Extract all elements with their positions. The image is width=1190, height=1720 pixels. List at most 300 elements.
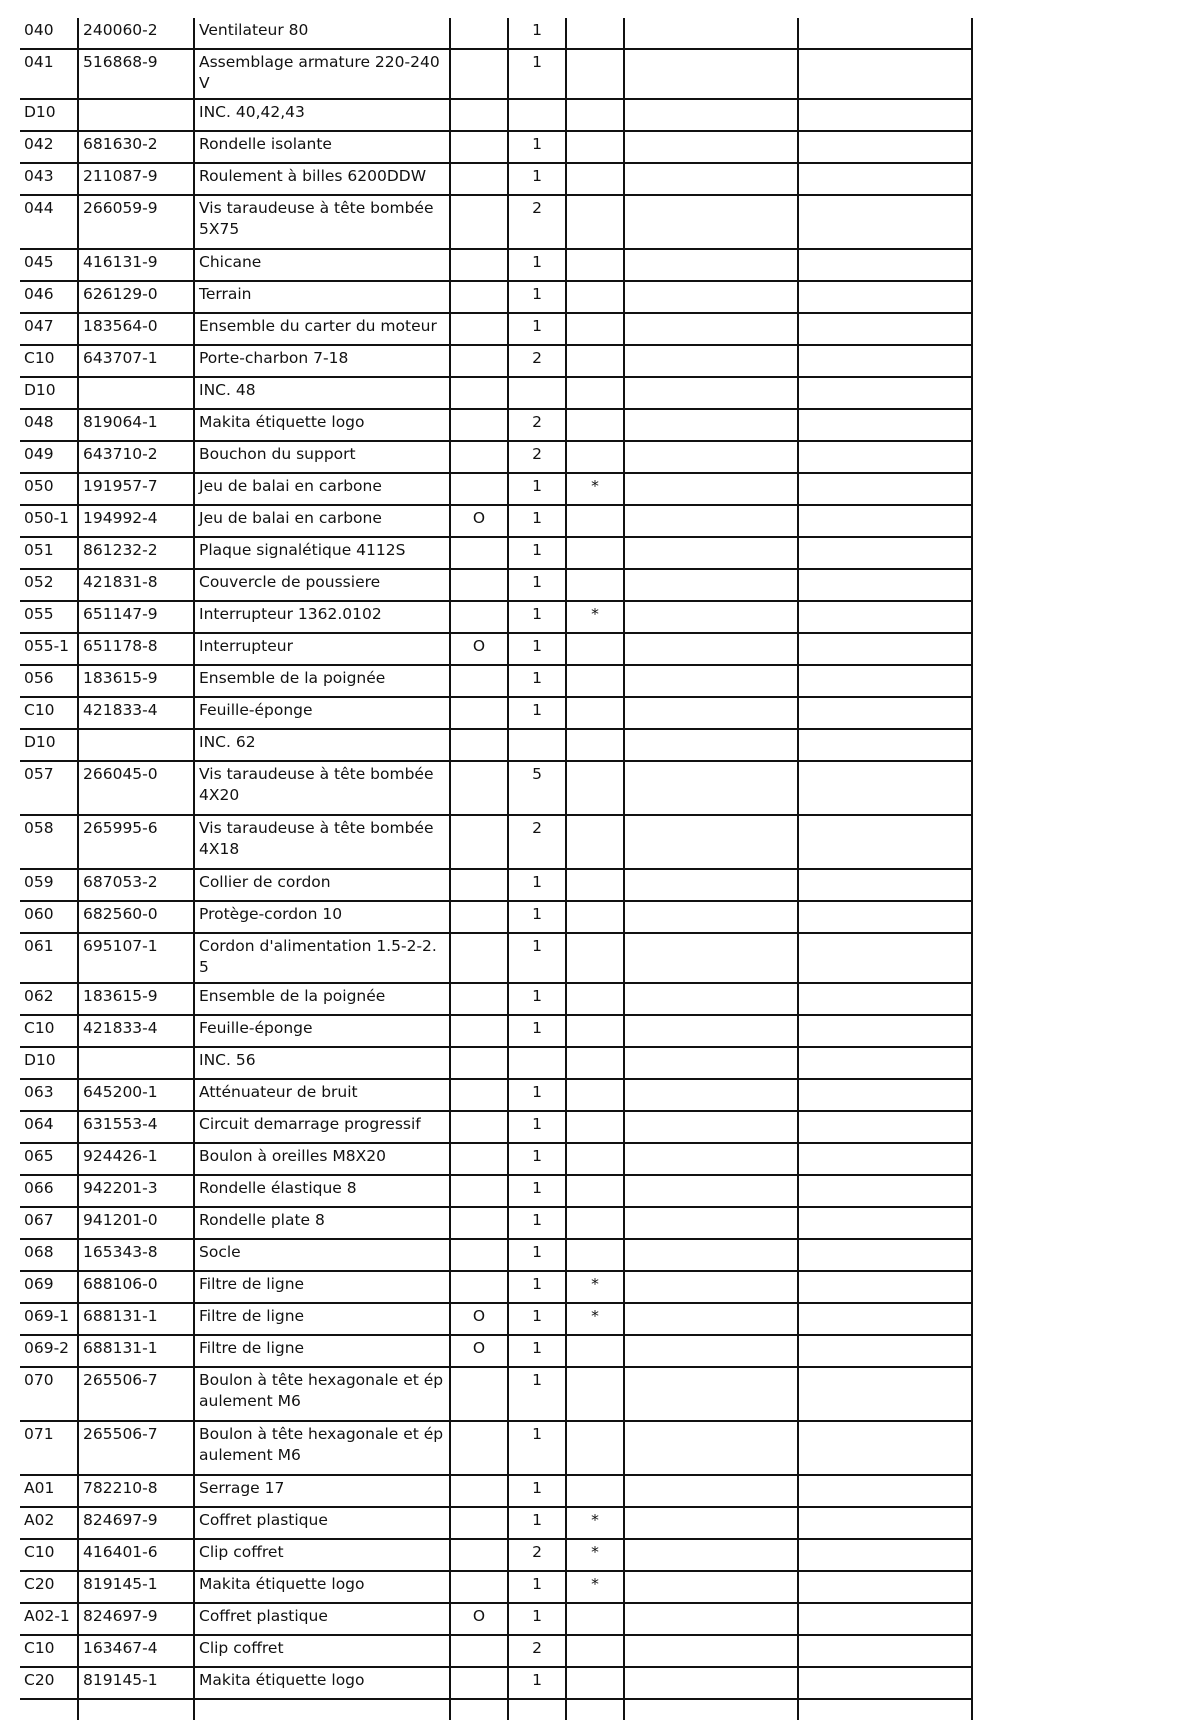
option-cell bbox=[450, 815, 508, 869]
option-cell: O bbox=[450, 1303, 508, 1335]
blank-cell bbox=[624, 1475, 798, 1507]
note-cell: * bbox=[566, 1507, 624, 1539]
description-cell: Coffret plastique bbox=[194, 1603, 450, 1635]
blank-cell bbox=[798, 869, 972, 901]
blank-cell bbox=[798, 665, 972, 697]
table-row bbox=[20, 633, 972, 665]
item-number-cell: 043 bbox=[20, 163, 78, 195]
note-cell bbox=[566, 1335, 624, 1367]
note-cell bbox=[566, 1111, 624, 1143]
note-cell bbox=[566, 933, 624, 983]
item-number-cell: D10 bbox=[20, 729, 78, 761]
part-number-cell: 941201-0 bbox=[78, 1207, 194, 1239]
note-cell bbox=[566, 131, 624, 163]
option-cell bbox=[450, 869, 508, 901]
part-number-cell: 194992-4 bbox=[78, 505, 194, 537]
note-cell bbox=[566, 377, 624, 409]
part-number-cell: 416401-6 bbox=[78, 1539, 194, 1571]
item-number-cell: 041 bbox=[20, 49, 78, 99]
part-number-cell: 165343-8 bbox=[78, 1239, 194, 1271]
note-cell bbox=[566, 901, 624, 933]
description-cell: Serrage 17 bbox=[194, 1475, 450, 1507]
blank-cell bbox=[624, 18, 798, 49]
quantity-cell: 1 bbox=[508, 601, 566, 633]
blank-cell bbox=[798, 901, 972, 933]
part-number-cell: 626129-0 bbox=[78, 281, 194, 313]
table-row bbox=[20, 665, 972, 697]
note-cell bbox=[566, 1079, 624, 1111]
table-row bbox=[20, 815, 972, 869]
blank-cell bbox=[20, 1699, 78, 1720]
option-cell bbox=[450, 1667, 508, 1699]
quantity-cell: 2 bbox=[508, 195, 566, 249]
table-row bbox=[20, 869, 972, 901]
description-cell: Rondelle élastique 8 bbox=[194, 1175, 450, 1207]
table-row bbox=[20, 537, 972, 569]
blank-cell bbox=[798, 281, 972, 313]
table-row bbox=[20, 1475, 972, 1507]
blank-cell bbox=[624, 313, 798, 345]
note-cell bbox=[566, 633, 624, 665]
blank-cell bbox=[624, 1699, 798, 1720]
blank-cell bbox=[798, 473, 972, 505]
blank-cell bbox=[566, 1699, 624, 1720]
table-row bbox=[20, 983, 972, 1015]
part-number-cell: 651178-8 bbox=[78, 633, 194, 665]
blank-cell bbox=[624, 1303, 798, 1335]
quantity-cell: 5 bbox=[508, 761, 566, 815]
blank-cell bbox=[450, 1699, 508, 1720]
table-row bbox=[20, 1239, 972, 1271]
blank-cell bbox=[508, 1699, 566, 1720]
blank-cell bbox=[624, 569, 798, 601]
note-cell: * bbox=[566, 601, 624, 633]
item-number-cell: 059 bbox=[20, 869, 78, 901]
option-cell bbox=[450, 983, 508, 1015]
blank-cell bbox=[624, 815, 798, 869]
quantity-cell bbox=[508, 729, 566, 761]
blank-cell bbox=[624, 377, 798, 409]
quantity-cell: 1 bbox=[508, 1507, 566, 1539]
description-cell: INC. 40,42,43 bbox=[194, 99, 450, 131]
part-number-cell: 688131-1 bbox=[78, 1303, 194, 1335]
part-number-cell: 645200-1 bbox=[78, 1079, 194, 1111]
part-number-cell: 191957-7 bbox=[78, 473, 194, 505]
blank-cell bbox=[798, 1335, 972, 1367]
blank-cell bbox=[798, 537, 972, 569]
description-cell: Makita étiquette logo bbox=[194, 1571, 450, 1603]
table-row bbox=[20, 1047, 972, 1079]
description-cell: Roulement à billes 6200DDW bbox=[194, 163, 450, 195]
blank-cell bbox=[624, 163, 798, 195]
description-cell: Boulon à tête hexagonale et épaulement M6 bbox=[194, 1367, 450, 1421]
option-cell bbox=[450, 249, 508, 281]
part-number-cell: 240060-2 bbox=[78, 18, 194, 49]
table-row bbox=[20, 1111, 972, 1143]
part-number-cell: 819064-1 bbox=[78, 409, 194, 441]
note-cell bbox=[566, 409, 624, 441]
blank-cell bbox=[624, 1143, 798, 1175]
description-cell: Feuille-éponge bbox=[194, 1015, 450, 1047]
item-number-cell: C10 bbox=[20, 345, 78, 377]
part-number-cell bbox=[78, 377, 194, 409]
item-number-cell: A02 bbox=[20, 1507, 78, 1539]
description-cell: Plaque signalétique 4112S bbox=[194, 537, 450, 569]
blank-cell bbox=[624, 1015, 798, 1047]
table-row bbox=[20, 377, 972, 409]
item-number-cell: 044 bbox=[20, 195, 78, 249]
option-cell bbox=[450, 99, 508, 131]
parts-table bbox=[20, 18, 973, 1720]
option-cell bbox=[450, 1271, 508, 1303]
table-row bbox=[20, 195, 972, 249]
option-cell bbox=[450, 537, 508, 569]
blank-cell bbox=[798, 601, 972, 633]
description-cell: Makita étiquette logo bbox=[194, 409, 450, 441]
table-row bbox=[20, 163, 972, 195]
item-number-cell: 049 bbox=[20, 441, 78, 473]
quantity-cell: 2 bbox=[508, 409, 566, 441]
item-number-cell: C10 bbox=[20, 697, 78, 729]
quantity-cell: 1 bbox=[508, 697, 566, 729]
quantity-cell: 1 bbox=[508, 1571, 566, 1603]
option-cell bbox=[450, 1635, 508, 1667]
blank-cell bbox=[624, 195, 798, 249]
option-cell bbox=[450, 697, 508, 729]
option-cell bbox=[450, 933, 508, 983]
blank-cell bbox=[798, 1699, 972, 1720]
description-cell: Feuille-éponge bbox=[194, 697, 450, 729]
quantity-cell: 1 bbox=[508, 49, 566, 99]
blank-cell bbox=[798, 1079, 972, 1111]
blank-cell bbox=[798, 1475, 972, 1507]
note-cell bbox=[566, 729, 624, 761]
item-number-cell: 067 bbox=[20, 1207, 78, 1239]
option-cell bbox=[450, 569, 508, 601]
blank-cell bbox=[798, 1539, 972, 1571]
item-number-cell: C10 bbox=[20, 1015, 78, 1047]
table-row-continuation bbox=[20, 1699, 972, 1720]
part-number-cell: 687053-2 bbox=[78, 869, 194, 901]
blank-cell bbox=[624, 665, 798, 697]
quantity-cell: 1 bbox=[508, 1603, 566, 1635]
blank-cell bbox=[624, 345, 798, 377]
note-cell bbox=[566, 1667, 624, 1699]
item-number-cell: D10 bbox=[20, 1047, 78, 1079]
blank-cell bbox=[798, 1603, 972, 1635]
option-cell bbox=[450, 665, 508, 697]
option-cell bbox=[450, 409, 508, 441]
quantity-cell: 1 bbox=[508, 1015, 566, 1047]
blank-cell bbox=[798, 345, 972, 377]
description-cell: Protège-cordon 10 bbox=[194, 901, 450, 933]
item-number-cell: 069-1 bbox=[20, 1303, 78, 1335]
quantity-cell: 1 bbox=[508, 569, 566, 601]
table-row bbox=[20, 933, 972, 983]
blank-cell bbox=[798, 1367, 972, 1421]
note-cell bbox=[566, 569, 624, 601]
blank-cell bbox=[624, 1047, 798, 1079]
table-row bbox=[20, 901, 972, 933]
part-number-cell: 265506-7 bbox=[78, 1421, 194, 1475]
part-number-cell: 421833-4 bbox=[78, 1015, 194, 1047]
part-number-cell: 688106-0 bbox=[78, 1271, 194, 1303]
note-cell bbox=[566, 99, 624, 131]
note-cell bbox=[566, 869, 624, 901]
description-cell: Ventilateur 80 bbox=[194, 18, 450, 49]
part-number-cell: 651147-9 bbox=[78, 601, 194, 633]
quantity-cell: 1 bbox=[508, 473, 566, 505]
table-row bbox=[20, 1603, 972, 1635]
quantity-cell: 1 bbox=[508, 313, 566, 345]
blank-cell bbox=[798, 1271, 972, 1303]
quantity-cell: 1 bbox=[508, 18, 566, 49]
quantity-cell: 1 bbox=[508, 1271, 566, 1303]
part-number-cell: 681630-2 bbox=[78, 131, 194, 163]
note-cell bbox=[566, 18, 624, 49]
blank-cell bbox=[798, 697, 972, 729]
part-number-cell: 183615-9 bbox=[78, 665, 194, 697]
blank-cell bbox=[624, 601, 798, 633]
table-row bbox=[20, 281, 972, 313]
table-row bbox=[20, 1271, 972, 1303]
blank-cell bbox=[624, 1421, 798, 1475]
option-cell bbox=[450, 473, 508, 505]
blank-cell bbox=[798, 1421, 972, 1475]
table-row bbox=[20, 1571, 972, 1603]
blank-cell bbox=[624, 869, 798, 901]
table-row bbox=[20, 473, 972, 505]
part-number-cell: 819145-1 bbox=[78, 1667, 194, 1699]
part-number-cell: 643710-2 bbox=[78, 441, 194, 473]
description-cell: Clip coffret bbox=[194, 1539, 450, 1571]
note-cell bbox=[566, 505, 624, 537]
part-number-cell bbox=[78, 729, 194, 761]
blank-cell bbox=[798, 815, 972, 869]
option-cell bbox=[450, 377, 508, 409]
part-number-cell: 265995-6 bbox=[78, 815, 194, 869]
blank-cell bbox=[624, 1603, 798, 1635]
quantity-cell: 1 bbox=[508, 131, 566, 163]
quantity-cell: 1 bbox=[508, 633, 566, 665]
table-row bbox=[20, 1667, 972, 1699]
option-cell bbox=[450, 345, 508, 377]
description-cell: Porte-charbon 7-18 bbox=[194, 345, 450, 377]
item-number-cell: 051 bbox=[20, 537, 78, 569]
blank-cell bbox=[798, 1635, 972, 1667]
option-cell bbox=[450, 441, 508, 473]
description-cell: Boulon à tête hexagonale et épaulement M6 bbox=[194, 1421, 450, 1475]
blank-cell bbox=[798, 99, 972, 131]
note-cell bbox=[566, 249, 624, 281]
blank-cell bbox=[624, 1539, 798, 1571]
quantity-cell: 1 bbox=[508, 1421, 566, 1475]
item-number-cell: 052 bbox=[20, 569, 78, 601]
blank-cell bbox=[798, 505, 972, 537]
part-number-cell: 163467-4 bbox=[78, 1635, 194, 1667]
blank-cell bbox=[624, 697, 798, 729]
note-cell bbox=[566, 665, 624, 697]
table-row bbox=[20, 345, 972, 377]
option-cell: O bbox=[450, 633, 508, 665]
part-number-cell bbox=[78, 99, 194, 131]
item-number-cell: 046 bbox=[20, 281, 78, 313]
item-number-cell: D10 bbox=[20, 99, 78, 131]
note-cell: * bbox=[566, 473, 624, 505]
part-number-cell: 688131-1 bbox=[78, 1335, 194, 1367]
description-cell: Interrupteur 1362.0102 bbox=[194, 601, 450, 633]
blank-cell bbox=[624, 933, 798, 983]
note-cell bbox=[566, 163, 624, 195]
item-number-cell: 069-2 bbox=[20, 1335, 78, 1367]
quantity-cell: 2 bbox=[508, 441, 566, 473]
description-cell: Coffret plastique bbox=[194, 1507, 450, 1539]
item-number-cell: 060 bbox=[20, 901, 78, 933]
option-cell bbox=[450, 1475, 508, 1507]
note-cell bbox=[566, 1603, 624, 1635]
description-cell: Filtre de ligne bbox=[194, 1271, 450, 1303]
option-cell bbox=[450, 163, 508, 195]
note-cell bbox=[566, 983, 624, 1015]
table-row bbox=[20, 99, 972, 131]
blank-cell bbox=[624, 901, 798, 933]
option-cell bbox=[450, 313, 508, 345]
table-row bbox=[20, 1635, 972, 1667]
blank-cell bbox=[798, 131, 972, 163]
part-number-cell: 824697-9 bbox=[78, 1603, 194, 1635]
blank-cell bbox=[798, 249, 972, 281]
item-number-cell: 071 bbox=[20, 1421, 78, 1475]
quantity-cell: 1 bbox=[508, 1335, 566, 1367]
note-cell bbox=[566, 1421, 624, 1475]
description-cell: Terrain bbox=[194, 281, 450, 313]
description-cell: Interrupteur bbox=[194, 633, 450, 665]
option-cell bbox=[450, 131, 508, 163]
option-cell bbox=[450, 1239, 508, 1271]
item-number-cell: 066 bbox=[20, 1175, 78, 1207]
blank-cell bbox=[624, 131, 798, 163]
blank-cell bbox=[798, 163, 972, 195]
item-number-cell: 050-1 bbox=[20, 505, 78, 537]
table-row bbox=[20, 729, 972, 761]
part-number-cell: 183615-9 bbox=[78, 983, 194, 1015]
part-number-cell: 211087-9 bbox=[78, 163, 194, 195]
item-number-cell: A02-1 bbox=[20, 1603, 78, 1635]
note-cell bbox=[566, 1635, 624, 1667]
blank-cell bbox=[798, 1143, 972, 1175]
blank-cell bbox=[798, 409, 972, 441]
part-number-cell: 516868-9 bbox=[78, 49, 194, 99]
quantity-cell bbox=[508, 99, 566, 131]
blank-cell bbox=[624, 983, 798, 1015]
item-number-cell: 045 bbox=[20, 249, 78, 281]
table-row bbox=[20, 18, 972, 49]
option-cell bbox=[450, 1047, 508, 1079]
quantity-cell: 1 bbox=[508, 1239, 566, 1271]
blank-cell bbox=[798, 1303, 972, 1335]
option-cell: O bbox=[450, 1335, 508, 1367]
quantity-cell: 1 bbox=[508, 537, 566, 569]
blank-cell bbox=[798, 18, 972, 49]
note-cell bbox=[566, 281, 624, 313]
item-number-cell: 050 bbox=[20, 473, 78, 505]
parts-table-body bbox=[20, 18, 972, 1720]
quantity-cell: 1 bbox=[508, 665, 566, 697]
part-number-cell: 643707-1 bbox=[78, 345, 194, 377]
quantity-cell bbox=[508, 1047, 566, 1079]
quantity-cell bbox=[508, 377, 566, 409]
table-row bbox=[20, 313, 972, 345]
part-number-cell: 861232-2 bbox=[78, 537, 194, 569]
quantity-cell: 1 bbox=[508, 983, 566, 1015]
blank-cell bbox=[798, 983, 972, 1015]
quantity-cell: 1 bbox=[508, 281, 566, 313]
blank-cell bbox=[798, 933, 972, 983]
blank-cell bbox=[798, 1015, 972, 1047]
item-number-cell: 040 bbox=[20, 18, 78, 49]
item-number-cell: C20 bbox=[20, 1571, 78, 1603]
table-row bbox=[20, 761, 972, 815]
note-cell: * bbox=[566, 1271, 624, 1303]
table-row bbox=[20, 1079, 972, 1111]
item-number-cell: 062 bbox=[20, 983, 78, 1015]
note-cell: * bbox=[566, 1571, 624, 1603]
description-cell: Clip coffret bbox=[194, 1635, 450, 1667]
description-cell: Assemblage armature 220-240V bbox=[194, 49, 450, 99]
part-number-cell: 695107-1 bbox=[78, 933, 194, 983]
quantity-cell: 1 bbox=[508, 869, 566, 901]
note-cell bbox=[566, 49, 624, 99]
quantity-cell: 1 bbox=[508, 933, 566, 983]
description-cell: Makita étiquette logo bbox=[194, 1667, 450, 1699]
description-cell: Ensemble du carter du moteur bbox=[194, 313, 450, 345]
quantity-cell: 1 bbox=[508, 1111, 566, 1143]
description-cell: Vis taraudeuse à tête bombée 4X20 bbox=[194, 761, 450, 815]
quantity-cell: 2 bbox=[508, 345, 566, 377]
blank-cell bbox=[798, 1507, 972, 1539]
option-cell bbox=[450, 1175, 508, 1207]
table-row bbox=[20, 505, 972, 537]
table-row bbox=[20, 131, 972, 163]
blank-cell bbox=[624, 633, 798, 665]
blank-cell bbox=[624, 1111, 798, 1143]
description-cell: Vis taraudeuse à tête bombée 5X75 bbox=[194, 195, 450, 249]
description-cell: Socle bbox=[194, 1239, 450, 1271]
blank-cell bbox=[798, 1207, 972, 1239]
part-number-cell: 924426-1 bbox=[78, 1143, 194, 1175]
note-cell bbox=[566, 1047, 624, 1079]
note-cell: * bbox=[566, 1303, 624, 1335]
note-cell bbox=[566, 1175, 624, 1207]
description-cell: Boulon à oreilles M8X20 bbox=[194, 1143, 450, 1175]
blank-cell bbox=[624, 281, 798, 313]
blank-cell bbox=[798, 49, 972, 99]
option-cell bbox=[450, 1507, 508, 1539]
part-number-cell: 819145-1 bbox=[78, 1571, 194, 1603]
option-cell bbox=[450, 1143, 508, 1175]
option-cell bbox=[450, 1015, 508, 1047]
description-cell: Filtre de ligne bbox=[194, 1335, 450, 1367]
table-row bbox=[20, 1421, 972, 1475]
blank-cell bbox=[194, 1699, 450, 1720]
blank-cell bbox=[624, 505, 798, 537]
description-cell: Cordon d'alimentation 1.5-2-2.5 bbox=[194, 933, 450, 983]
option-cell bbox=[450, 729, 508, 761]
blank-cell bbox=[624, 1271, 798, 1303]
note-cell bbox=[566, 1239, 624, 1271]
option-cell: O bbox=[450, 505, 508, 537]
item-number-cell: 061 bbox=[20, 933, 78, 983]
